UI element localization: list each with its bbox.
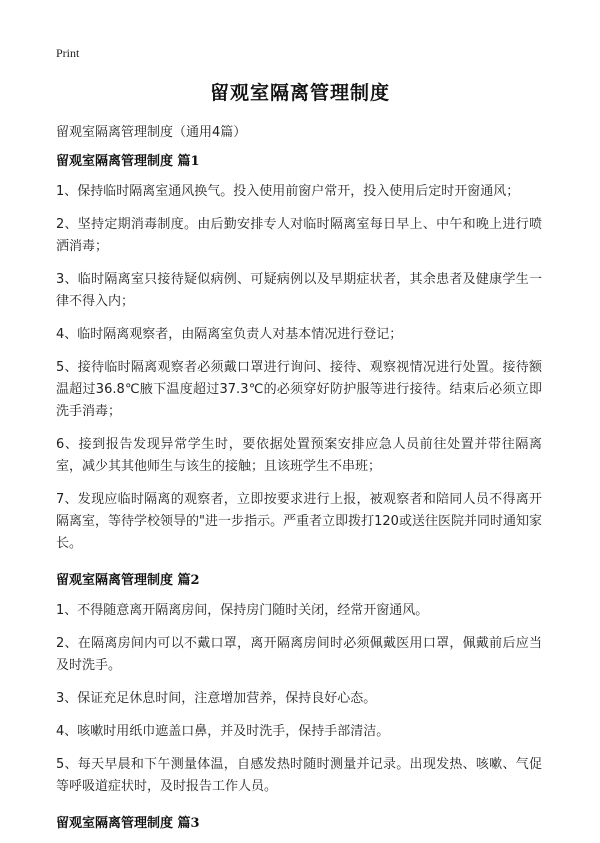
paragraph: 7、发现应临时隔离的观察者，立即按要求进行上报，被观察者和陪同人员不得离开隔离室，等待学校领导的"进一步指示。严重者立即拨打120或送往医院并同时通知家长。	[56, 492, 542, 551]
section-heading: 留观室隔离管理制度 篇1	[56, 154, 200, 169]
paragraph: 3、保证充足休息时间，注意增加营养，保持良好心态。	[56, 691, 377, 706]
paragraph: 4、咳嗽时用纸巾遮盖口鼻，并及时洗手，保持手部清洁。	[56, 724, 390, 739]
paragraph: 2、在隔离房间内可以不戴口罩，离开隔离房间时必须佩戴医用口罩，佩戴前后应当及时洗手。	[56, 636, 542, 673]
document-body	[56, 150, 542, 843]
document-subtitle: 留观室隔离管理制度（通用4篇）	[56, 125, 247, 140]
page-title: 留观室隔离管理制度	[209, 82, 390, 104]
print-label[interactable]: Print	[56, 46, 80, 60]
section-heading: 留观室隔离管理制度 篇3	[56, 816, 200, 831]
section-heading: 留观室隔离管理制度 篇2	[56, 573, 200, 588]
paragraph: 1、不得随意离开隔离房间，保持房门随时关闭，经常开窗通风。	[56, 603, 429, 618]
paragraph: 2、坚持定期消毒制度。由后勤安排专人对临时隔离室每日早上、中午和晚上进行喷洒消毒；	[56, 217, 542, 254]
document-section	[56, 569, 542, 798]
paragraph: 5、接待临时隔离观察者必须戴口罩进行询问、接待、观察视情况进行处置。接待额温超过36.8℃腋下温度超过37.3℃的必须穿好防护服等进行接待。结束后必须立即洗手消毒；	[56, 360, 542, 419]
paragraph: 3、临时隔离室只接待疑似病例、可疑病例以及早期症状者，其余患者及健康学生一律不得入内；	[56, 272, 542, 309]
document-section	[56, 812, 542, 831]
paragraph: 4、临时隔离观察者，由隔离室负责人对基本情况进行登记；	[56, 327, 403, 342]
document-section	[56, 150, 542, 555]
paragraph: 6、接到报告发现异常学生时，要依据处置预案安排应急人员前往处置并带往隔离室，减少其其他师生与该生的接触；且该班学生不串班；	[56, 437, 542, 474]
paragraph: 1、保持临时隔离室通风换气。投入使用前窗户常开，投入使用后定时开窗通风；	[56, 184, 520, 199]
paragraph: 5、每天早晨和下午测量体温，自感发热时随时测量并记录。出现发热、咳嗽、气促等呼吸道症状时，及时报告工作人员。	[56, 757, 542, 794]
